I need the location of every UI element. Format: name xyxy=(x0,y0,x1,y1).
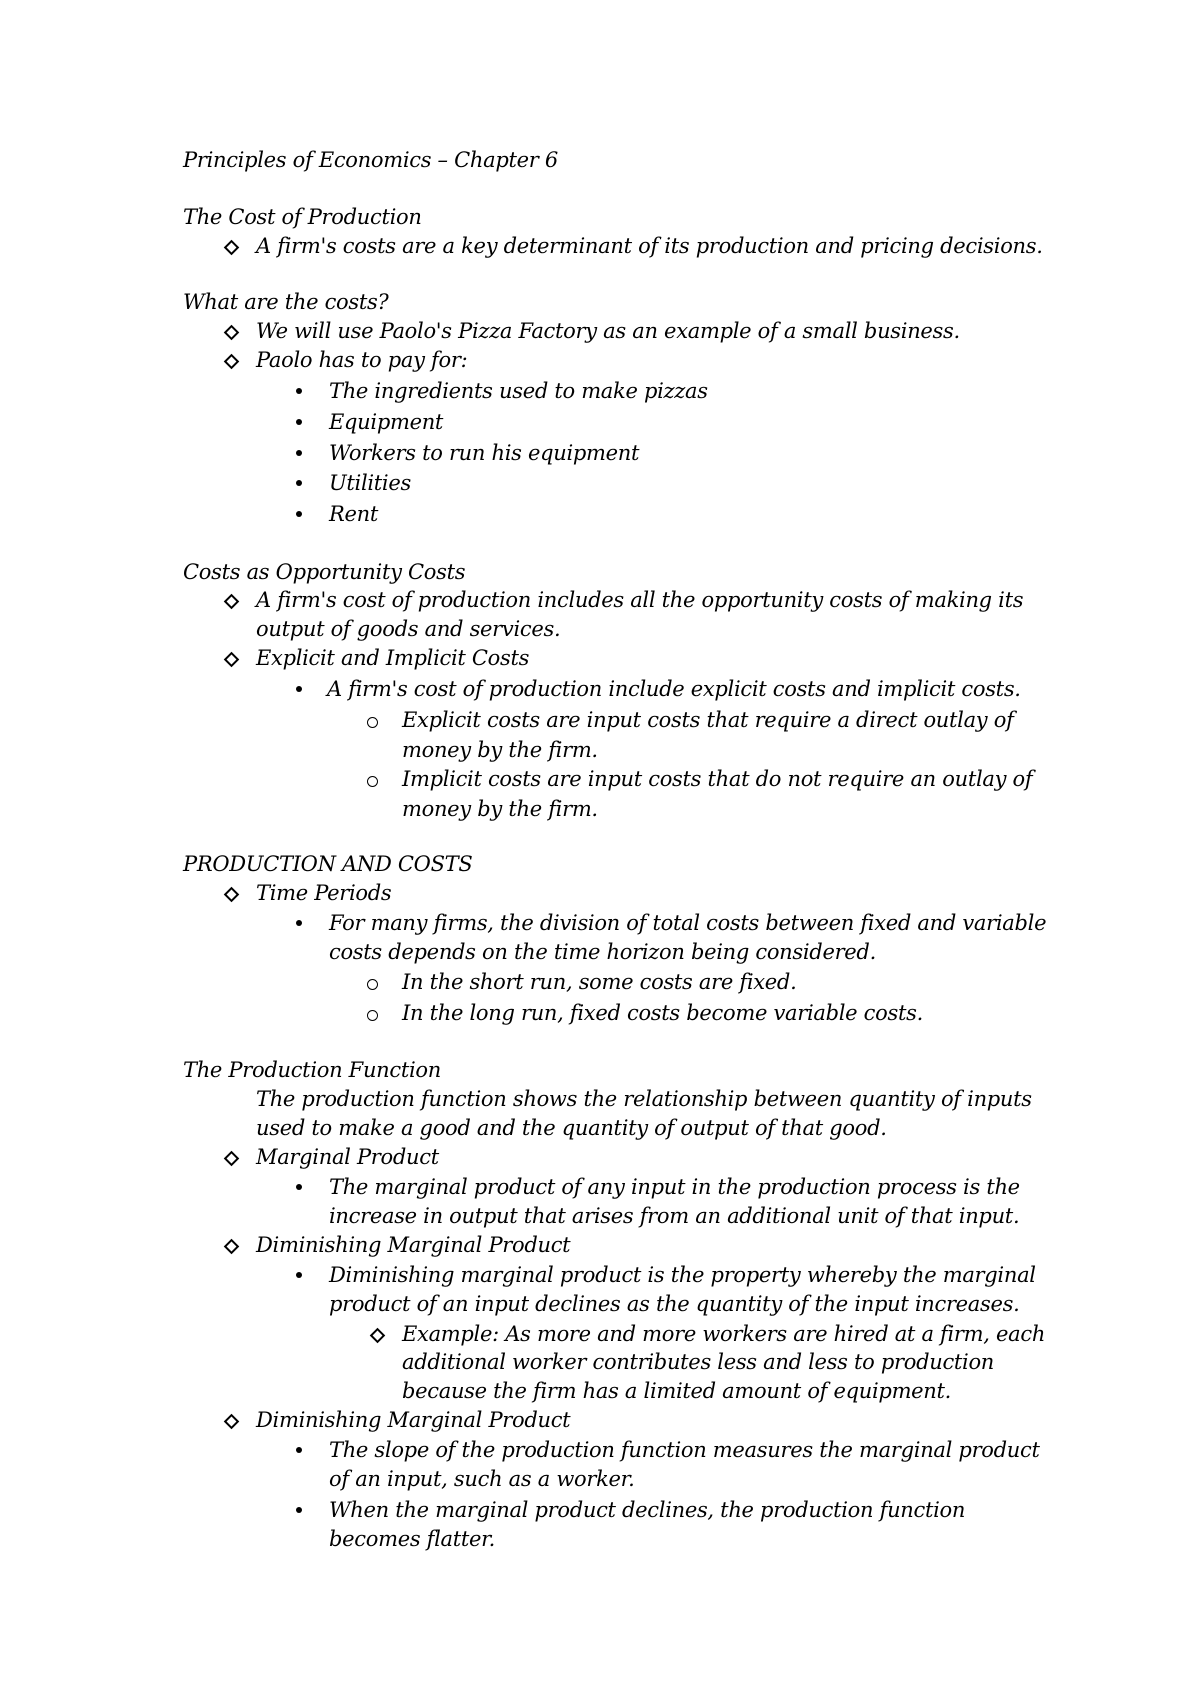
list-item: For many firms, the division of total costs between fixed and variable xyxy=(329,911,1047,935)
circle-bullet-icon xyxy=(367,776,378,787)
list-item: Diminishing marginal product is the property whereby the marginal xyxy=(329,1263,1036,1287)
list-item: A firm's costs are a key determinant of its production and pricing decisions. xyxy=(256,234,1043,258)
circle-bullet-icon xyxy=(367,1010,378,1021)
list-item-continuation: of an input, such as a worker. xyxy=(329,1467,635,1491)
list-item: Diminishing Marginal Product xyxy=(256,1233,571,1257)
bullet-dot-icon xyxy=(296,920,302,926)
bullet-dot-icon xyxy=(296,480,302,486)
diamond-bullet-icon xyxy=(224,594,240,610)
circle-bullet-icon xyxy=(367,979,378,990)
diamond-bullet-icon xyxy=(224,354,240,370)
list-item-continuation: additional worker contributes less and less to production xyxy=(402,1350,995,1374)
document-title: Principles of Economics – Chapter 6 xyxy=(183,148,558,172)
list-item: Explicit and Implicit Costs xyxy=(256,646,530,670)
diamond-bullet-icon xyxy=(224,1151,240,1167)
list-item-continuation: money by the firm. xyxy=(402,797,598,821)
list-item-continuation: output of goods and services. xyxy=(256,617,561,641)
list-item-continuation: money by the firm. xyxy=(402,738,598,762)
diamond-bullet-icon xyxy=(224,240,240,256)
list-item: Time Periods xyxy=(256,881,392,905)
list-item-continuation: increase in output that arises from an additional unit of that input. xyxy=(329,1204,1020,1228)
paragraph-line: used to make a good and the quantity of output of that good. xyxy=(256,1116,887,1140)
list-item-continuation: becomes flatter. xyxy=(329,1527,495,1551)
bullet-dot-icon xyxy=(296,450,302,456)
list-item: In the long run, fixed costs become variable costs. xyxy=(402,1001,923,1025)
diamond-bullet-icon xyxy=(224,652,240,668)
list-item: Diminishing Marginal Product xyxy=(256,1408,571,1432)
bullet-dot-icon xyxy=(296,1507,302,1513)
bullet-dot-icon xyxy=(296,388,302,394)
list-item: Explicit costs are input costs that require a direct outlay of xyxy=(402,708,1014,732)
list-item: A firm's cost of production includes all the opportunity costs of making its xyxy=(256,588,1024,612)
diamond-bullet-icon xyxy=(224,1239,240,1255)
list-item: When the marginal product declines, the production function xyxy=(329,1498,966,1522)
bullet-dot-icon xyxy=(296,686,302,692)
bullet-dot-icon xyxy=(296,1184,302,1190)
circle-bullet-icon xyxy=(367,717,378,728)
section-heading-production-and-costs: PRODUCTION AND COSTS xyxy=(183,852,473,876)
list-item: A firm's cost of production include explicit costs and implicit costs. xyxy=(327,677,1021,701)
list-item: Rent xyxy=(329,502,379,526)
list-item-continuation: costs depends on the time horizon being considered. xyxy=(329,940,876,964)
list-item: The slope of the production function measures the marginal product xyxy=(329,1438,1040,1462)
bullet-dot-icon xyxy=(296,419,302,425)
list-item: Marginal Product xyxy=(256,1145,439,1169)
section-heading-cost-of-production: The Cost of Production xyxy=(183,205,422,229)
diamond-bullet-icon xyxy=(224,1414,240,1430)
section-heading-what-are-costs: What are the costs? xyxy=(183,290,389,314)
bullet-dot-icon xyxy=(296,1272,302,1278)
paragraph-line: The production function shows the relationship between quantity of inputs xyxy=(256,1087,1032,1111)
list-item: In the short run, some costs are fixed. xyxy=(402,970,797,994)
list-item: Paolo has to pay for: xyxy=(256,348,468,372)
bullet-dot-icon xyxy=(296,511,302,517)
list-item-continuation: because the firm has a limited amount of equipment. xyxy=(402,1379,952,1403)
section-heading-production-function: The Production Function xyxy=(183,1058,441,1082)
list-item: Utilities xyxy=(329,471,411,495)
list-item-continuation: product of an input declines as the quantity of the input increases. xyxy=(329,1292,1020,1316)
bullet-dot-icon xyxy=(296,1447,302,1453)
diamond-bullet-icon xyxy=(370,1328,386,1344)
diamond-bullet-icon xyxy=(224,325,240,341)
section-heading-opportunity-costs: Costs as Opportunity Costs xyxy=(183,560,466,584)
list-item: Example: As more and more workers are hired at a firm, each xyxy=(402,1322,1046,1346)
list-item: Implicit costs are input costs that do not require an outlay of xyxy=(402,767,1033,791)
list-item: The ingredients used to make pizzas xyxy=(329,379,708,403)
list-item: Workers to run his equipment xyxy=(329,441,640,465)
list-item: Equipment xyxy=(329,410,444,434)
diamond-bullet-icon xyxy=(224,887,240,903)
list-item: The marginal product of any input in the production process is the xyxy=(329,1175,1020,1199)
list-item: We will use Paolo's Pizza Factory as an example of a small business. xyxy=(256,319,960,343)
